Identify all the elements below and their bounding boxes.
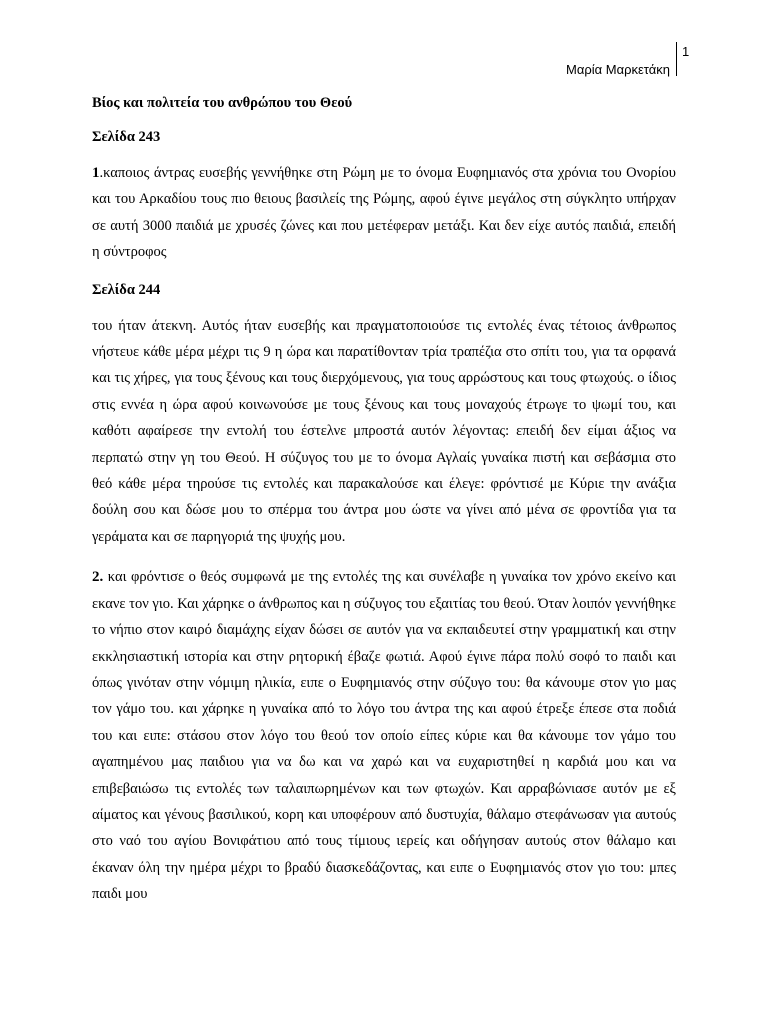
paragraph-continued [92, 313, 676, 551]
document-body [92, 93, 676, 922]
paragraph-2 [92, 564, 676, 907]
section-heading-244: Σελίδα 244 [92, 281, 161, 298]
paragraph-1 [92, 160, 676, 266]
section-heading-243: Σελίδα 243 [92, 129, 161, 145]
paragraph-number: 2. [92, 569, 104, 586]
header-divider [676, 42, 677, 76]
document-title: Βίος και πολιτεία του ανθρώπου του Θεού [92, 95, 353, 111]
author-name: Μαρία Μαρκετάκη [566, 62, 670, 77]
page-number: 1 [682, 44, 690, 59]
paragraph-text: .καποιος άντρας ευσεβής γεννήθηκε στη Ρώμη με το όνομα Ευφημιανός στα χρόνια του Ονορίου και του Αρκαδίου τους πιο θειους βασιλείς της Ρώμης, αφού έγινε μεγάλος στη σύγκλητο υπήρχαν σε αυτή 3000 παιδιά με χρυσές ζώνες και που μετέφεραν μετάξι. Και δεν είχε αυτός παιδιά, επειδή η σύντροφος [92, 165, 676, 261]
paragraph-number: 1 [92, 165, 100, 181]
paragraph-text: και φρόντισε ο θεός συμφωνά με της εντολές της και συνέλαβε η γυναίκα τον χρόνο εκείνο και εκανε τον γιο. Και χάρηκε ο άνθρωπος και η σύζυγος του εξαιτίας του θεού. Όταν λοιπόν γεννήθηκε το νήπιο στον καιρό διαμάχης είχαν δώσει σε αυτόν για να εκπαιδευτεί στην γραμματική και στην εκκλησιαστική ιστορία και στην ρητορική έβαζε φωτιά. Αφού έγινε πάρα πολύ σοφό το παιδι και όπως γινόταν στην νόμιμη ηλικία, ειπε ο Ευφημιανός στην σύζυγο του: θα κάνουμε στον γιο μας τον γάμο του. και χάρηκε η γυναίκα από το λόγο του άντρα της και αφού έτρεξε έπεσε στα ποδιά του και ειπε: στάσου στον λόγο του θεού τον οποίο είπες κύριε και θα κάνουμε τον γάμο του αγαπημένου μας παιδιου για να δω και να χαρώ και να ευχαριστηθεί η καρδιά μου και να επιβεβαιώσω τις εντολές των ταλαιπωρημένων και των φτωχών. Και αρραβώνιασε αυτόν με εξ αίματος και γένους βασιλικού, κορη και υποφέρουν από δυστυχία, θάλαμο στεφάνωσαν για αυτούς στο ναό του αγίου Βονιφάτιου από τους τίμιους ιερείς και οδήγησαν αυτούς στον θάλαμο και έκαναν όλη την ημέρα μέχρι το βραδύ διασκεδάζοντας, και ειπε ο Ευφημιανός στον γιο του: μπες παιδι μου [92, 569, 676, 903]
paragraph-text: του ήταν άτεκνη. Αυτός ήταν ευσεβής και πραγματοποιούσε τις εντολές ένας τέτοιος άνθρωπος νήστευε κάθε μέρα μέχρι τις 9 η ώρα και παρατίθονταν τρία τραπέζια στο σπίτι του, για τα ορφανά και τις χήρες, για τους ξένους και τους διερχόμενους, για τους αρρώστους και τους φτωχούς. ο ίδιος στις εννέα η ώρα αφού κοινωνούσε με τους ξένους και τους μοναχούς έτρωγε το ψωμί του, και καθότι αφαίρεσε την εντολή του έστελνε μπροστά αυτόν λέγοντας: επειδή δεν είμαι άξιος να περπατώ στην γη του Θεού. Η σύζυγος του με το όνομα Αγλαίς γυναίκα πιστή και σεβάσμια στο θεό κάθε μέρα τηρούσε τις εντολές και παρακαλούσε και έλεγε: φρόντισέ με Κύριε την ανάξια δούλη σου και δώσε μου το σπέρμα του άντρα μου ώστε να γίνει από μένα σε φροντίδα για τα γεράματα και σε παρηγοριά της ψυχής μου. [92, 317, 676, 545]
